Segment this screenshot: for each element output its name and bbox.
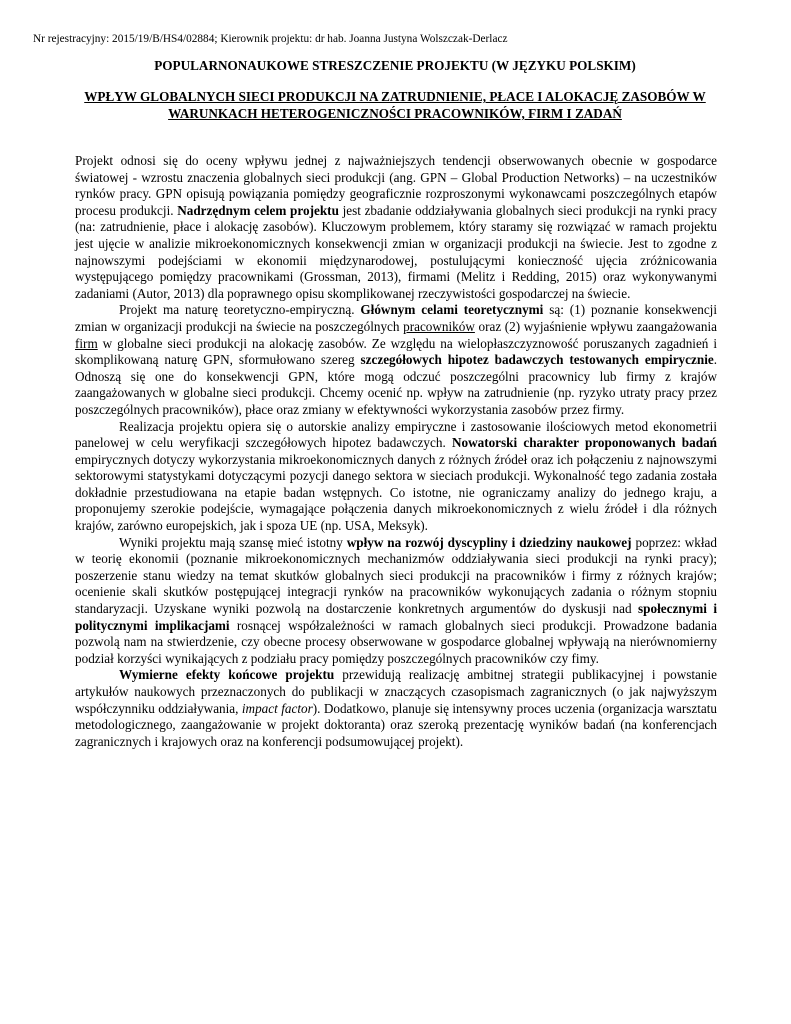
section-title: POPULARNONAUKOWE STRESZCZENIE PROJEKTU (W JĘZYKU POLSKIM) [154, 58, 636, 73]
underlined-word: pracowników [403, 318, 475, 334]
abstract-body [75, 153, 717, 750]
text-run: jest zbadanie oddziaływania globalnych sieci produkcji na rynki pracy (na: zatrudnienie, płace i alokację zasobów). Kluczowym problemem, który staramy się rozwiązać w ramach projektu jest ujęcie w analizie mikroekonomicznych konsekwencji zmian w organizacji produkcji na świecie. Jest to zgodne z najnowszymi podejściami w ekonomii międzynarodowej, postulującymi konieczność ujęcia zróżnicowania występującego pomiędzy pracownikami (Grossman, 2013), firmami (Melitz i Redding, 2015) oraz wykonywanymi zadaniami (Autor, 2013) dla poprawnego opisu skomplikowanej rzeczywistości gospodarczej na świecie. [75, 202, 717, 301]
project-title: WPŁYW GLOBALNYCH SIECI PRODUKCJI NA ZATRUDNIENIE, PŁACE I ALOKACJĘ ZASOBÓW W WARUNKACH HETEROGENICZNOŚCI PRACOWNIKÓW, FIRM I ZADAŃ [84, 89, 706, 121]
text-run: są: (1) poznanie konsekwencji zmian w organizacji produkcji na świecie na poszczególnych [75, 302, 718, 334]
text-run: rosnącej współzależności w ramach globalnych sieci produkcji. Prowadzone badania pozwolą nam na stwierdzenie, czy obecne procesy obserwowane w gospodarce globalnej wpływają na nierównomierny podział korzyści wynikających z podziału pracy pomiędzy poszczególnych pracowników czy fimy. [75, 617, 717, 666]
text-run: Realizacja projektu opiera się o autorskie analizy empiryczne i zastosowanie ilościowych metod ekonometrii panelowej w celu weryfikacji szczegółowych hipotez badawczych. [75, 418, 717, 451]
text-run: oraz (2) wyjaśnienie wpływu zaangażowania [474, 318, 717, 334]
bold-phrase: wpływ na rozwój dyscypliny i dziedziny naukowej [346, 534, 632, 550]
bold-phrase: Wymierne efekty końcowe projektu [119, 667, 335, 683]
paragraph-1 [75, 153, 717, 302]
italic-phrase: impact factor [241, 700, 313, 716]
underlined-word: firm [75, 335, 98, 351]
text-run: poprzez: wkład w teorię ekonomii (poznanie mikroekonomicznych mechanizmów oddziaływania sieci produkcji na rynki pracy); poszerzenie stanu wiedzy na temat skutków globalnych sieci produkcji na pracowników i firmy z różnych krajów; ocenienie skali skutków postępującej integracji rynków na pracowników wykonujących zadania o różnym stopniu standaryzacji. Uzyskane wyniki pozwolą na dostarczenie konkretnych argumentów do dyskusji nad [75, 534, 718, 617]
text-run: Projekt odnosi się do oceny wpływu jednej z najważniejszych tendencji obserwowanych obecnie w gospodarce światowej - wzrostu znaczenia globalnych sieci produkcji (ang. GPN – Global Production Networks) – na uczestników rynków pracy. GPN opisują powiązania pomiędzy geograficznie rozproszonymi wykonawcami poszczególnych etapów procesu produkcji. [75, 153, 717, 218]
text-run: Projekt ma naturę teoretyczno-empiryczną. [119, 302, 361, 318]
paragraph-5 [75, 667, 717, 750]
registration-line: Nr rejestracyjny: 2015/19/B/HS4/02884; Kierownik projektu: dr hab. Joanna Justyna Wolszczak-Derlacz [33, 33, 508, 45]
paragraph-2 [75, 302, 717, 418]
bold-phrase: społecznymi i politycznymi implikacjami [75, 601, 717, 633]
paragraph-4 [75, 535, 717, 668]
text-run: ). Dodatkowo, planuje się intensywny proces uczenia (organizacja warsztatu metodologicznego, zaangażowanie w projekt doktoranta) oraz szeroką prezentację wyników badań (na konferencjach zagranicznych i krajowych oraz na konferencji podsumowującej projekt). [75, 700, 718, 749]
text-run: empirycznych dotyczy wykorzystania mikroekonomicznych danych z różnych źródeł oraz ich połączeniu z najnowszymi sektorowymi statystykami dotyczącymi pozycji danego sektora w sieciach produkcji. Wykonalność tego zadania została dokładnie przestudiowana na etapie badan wstępnych. Co istotne, nie ograniczamy analizy do jednego kraju, a proponujemy szerokie podejście, wymagające połączenia danych mikroekonomicznych z wielu źródeł i dla różnych krajów, zarówno europejskich, jak i spoza UE (np. USA, Meksyk). [75, 451, 717, 534]
bold-phrase: Nadrzędnym celem projektu [177, 202, 339, 218]
bold-phrase: szczegółowych hipotez badawczych testowanych empirycznie [360, 352, 714, 368]
text-run: . Odnoszą się one do konsekwencji GPN, które mogą odczuć poszczególni pracownicy lub firmy z krajów zaangażowanych w globalne sieci produkcji. Chcemy ocenić np. wpływ na zatrudnienie (np. ryzyko utraty pracy przez poszczególnych pracowników), płace oraz zmiany w efektywności wykorzystania zasobów przez firmy. [75, 352, 718, 417]
text-run: przewidują realizację ambitnej strategii publikacyjnej i powstanie artykułów naukowych przeznaczonych do publikacji w znaczących czasopismach zagranicznych (o jak najwyższym współczynniku oddziaływania, [75, 667, 718, 716]
text-run: w globalne sieci produkcji na alokację zasobów. Ze względu na wielopłaszczyznowość poruszanych zagadnień i skomplikowaną naturę GPN, sformułowano szereg [75, 335, 717, 368]
bold-phrase: Głównym celami teoretycznymi [360, 302, 544, 318]
bold-phrase: Nowatorski charakter proponowanych badań [451, 435, 717, 451]
text-run: Wyniki projektu mają szansę mieć istotny [119, 534, 347, 550]
paragraph-3 [75, 419, 717, 535]
